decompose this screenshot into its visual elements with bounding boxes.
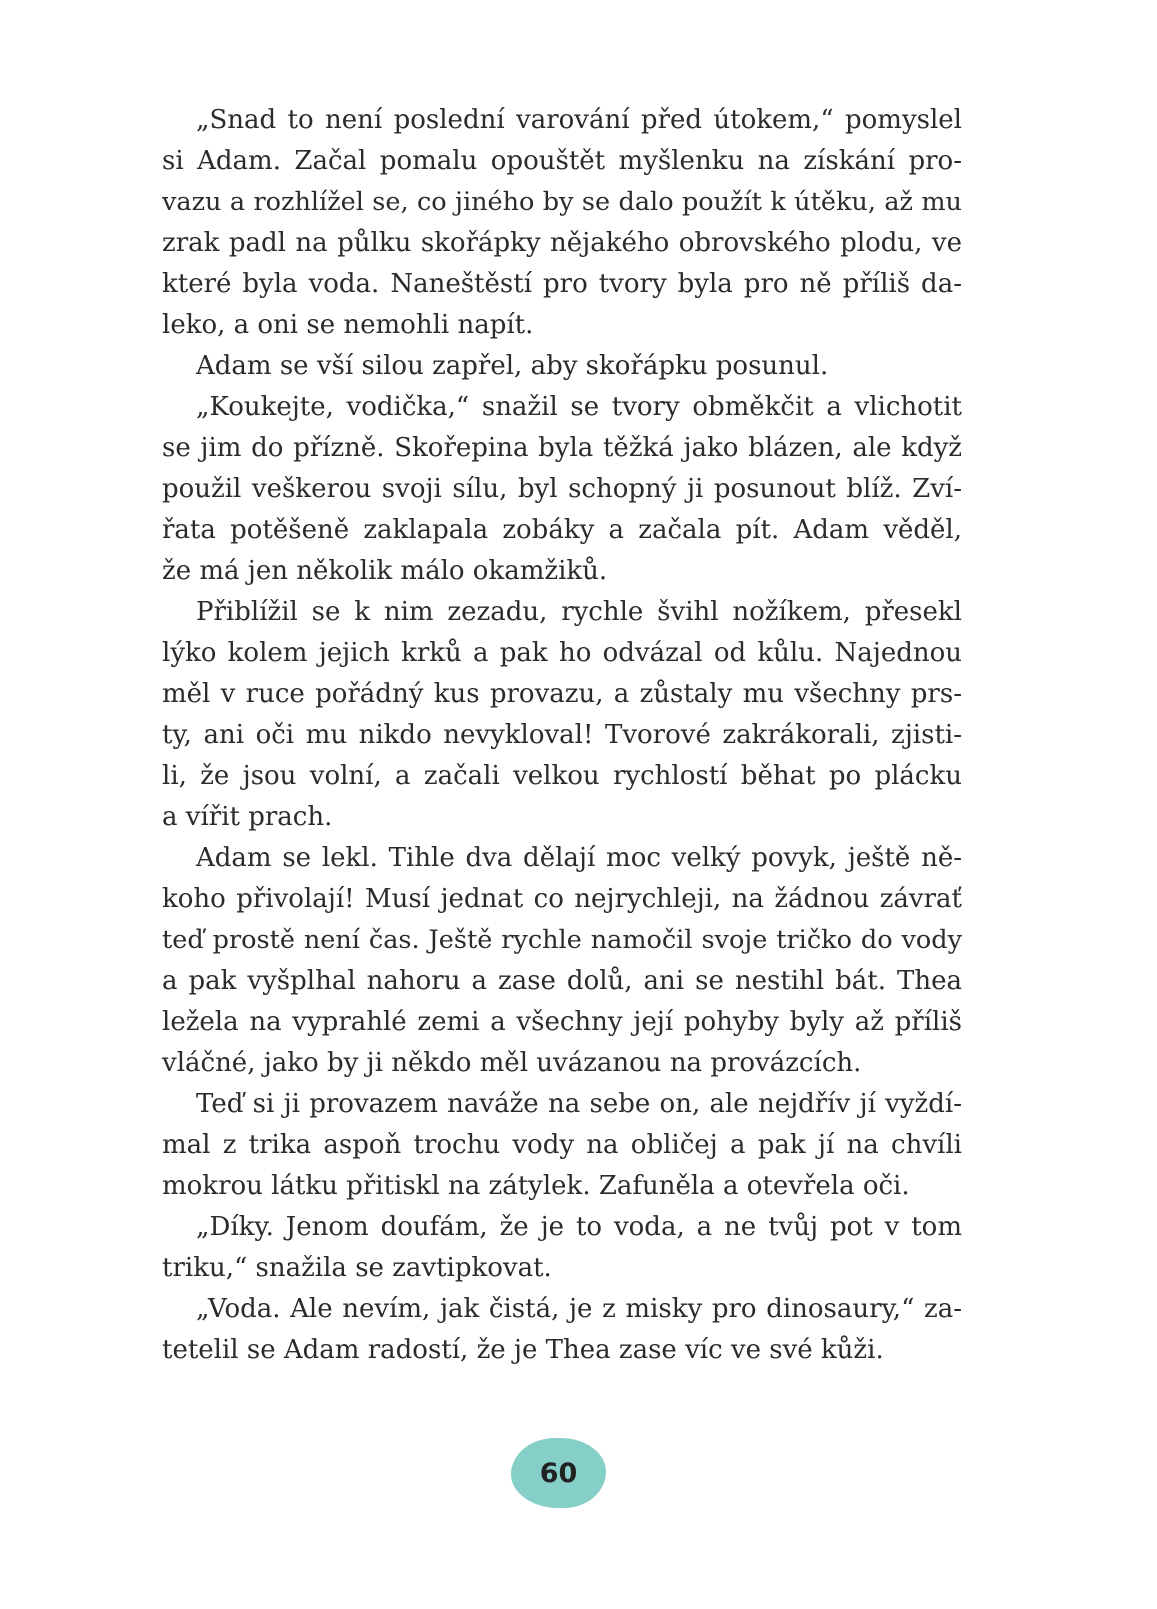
text-line: použil veškerou svoji sílu, byl schopný ji posunout blíž. Zví- [162, 474, 962, 504]
text-line: tetelil se Adam radostí, že je Thea zase víc ve své kůži. [162, 1335, 884, 1365]
text-line: a pak vyšplhal nahoru a zase dolů, ani se nestihl bát. Thea [162, 966, 962, 996]
text-line: teď prostě není čas. Ještě rychle namočil svoje tričko do vody [162, 925, 962, 955]
text-line: „Koukejte, vodička,“ snažil se tvory obměkčit a vlichotit [196, 392, 962, 422]
text-line: li, že jsou volní, a začali velkou rychlostí běhat po plácku [162, 761, 962, 791]
text-line: „Díky. Jenom doufám, že je to voda, a ne tvůj pot v tom [196, 1212, 962, 1242]
text-line: Adam se vší silou zapřel, aby skořápku posunul. [196, 351, 829, 381]
text-line: leko, a oni se nemohli napít. [162, 310, 534, 340]
text-line: si Adam. Začal pomalu opouštět myšlenku na získání pro- [162, 146, 962, 176]
text-line: které byla voda. Naneštěstí pro tvory byla pro ně příliš da- [162, 269, 962, 299]
text-line: mal z trika aspoň trochu vody na obličej a pak jí na chvíli [162, 1130, 962, 1160]
text-line: se jim do přízně. Skořepina byla těžká jako blázen, ale když [162, 433, 962, 463]
body-text [162, 100, 962, 1371]
text-line: ty, ani oči mu nikdo nevykloval! Tvorové zakrákorali, zjisti- [162, 720, 962, 750]
page-number: 60 [539, 1457, 578, 1489]
text-line: „Snad to není poslední varování před útokem,“ pomyslel [196, 105, 962, 135]
text-line: Teď si ji provazem naváže na sebe on, ale nejdřív jí vyždí- [196, 1089, 962, 1119]
text-line: lýko kolem jejich krků a pak ho odvázal od kůlu. Najednou [162, 638, 962, 668]
text-line: zrak padl na půlku skořápky nějakého obrovského plodu, ve [162, 228, 962, 258]
text-line: Adam se lekl. Tihle dva dělají moc velký povyk, ještě ně- [196, 843, 962, 873]
text-line: ležela na vyprahlé zemi a všechny její pohyby byly až příliš [162, 1007, 962, 1037]
text-line: vláčné, jako by ji někdo měl uvázanou na provázcích. [162, 1048, 862, 1078]
page-number-badge [511, 1438, 606, 1508]
text-line: měl v ruce pořádný kus provazu, a zůstaly mu všechny prs- [162, 679, 962, 709]
text-line: řata potěšeně zaklapala zobáky a začala pít. Adam věděl, [162, 515, 962, 545]
text-line: „Voda. Ale nevím, jak čistá, je z misky pro dinosaury,“ za- [196, 1294, 962, 1324]
text-line: vazu a rozhlížel se, co jiného by se dalo použít k útěku, až mu [162, 187, 962, 217]
text-line: Přiblížil se k nim zezadu, rychle švihl nožíkem, přesekl [196, 597, 962, 627]
text-line: a vířit prach. [162, 802, 333, 832]
text-line: že má jen několik málo okamžiků. [162, 556, 608, 586]
text-line: mokrou látku přitiskl na zátylek. Zafuněla a otevřela oči. [162, 1171, 910, 1201]
text-line: triku,“ snažila se zavtipkovat. [162, 1253, 552, 1283]
text-line: koho přivolají! Musí jednat co nejrychleji, na žádnou závrať [162, 884, 962, 914]
